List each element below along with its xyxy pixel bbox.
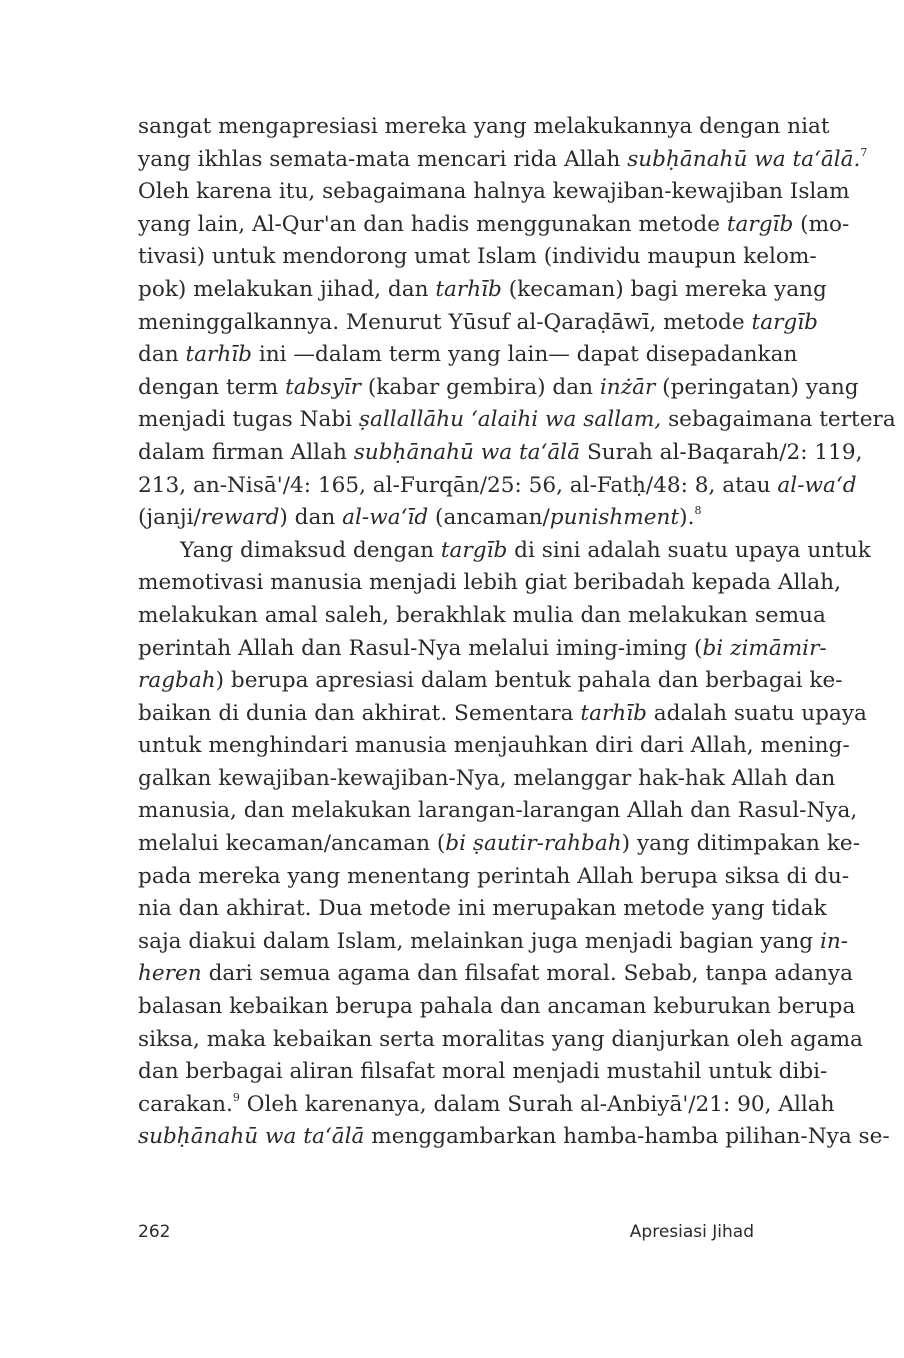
text-run: melalui kecaman/ancaman ( <box>138 831 446 857</box>
footnote-marker: 7 <box>860 145 868 159</box>
text-line <box>138 1089 835 1122</box>
italic-term: subḥānahū wa ta‘ālā <box>138 1124 365 1150</box>
text-line <box>138 1121 890 1154</box>
italic-term: ṣallallāhu ‘alaihi wa sallam, <box>358 407 662 433</box>
text-line <box>138 404 896 437</box>
paragraph <box>138 535 890 1154</box>
text-line <box>138 144 868 177</box>
body-text <box>138 111 896 1154</box>
text-run: dan berbagai aliran filsafat moral menjadi mustahil untuk dibi- <box>138 1059 828 1085</box>
text-run: ) yang ditimpakan ke- <box>621 831 860 857</box>
text-line <box>138 1056 828 1089</box>
text-run: nia dan akhirat. Dua metode ini merupakan metode yang tidak <box>138 896 827 922</box>
text-line <box>138 991 856 1024</box>
text-run: dari semua agama dan filsafat moral. Sebab, tanpa adanya <box>201 961 853 987</box>
text-run: Oleh karena itu, sebagaimana halnya kewajiban-kewajiban Islam <box>138 179 850 205</box>
text-run: ). <box>679 505 695 531</box>
italic-term: heren <box>138 961 202 987</box>
text-run: pada mereka yang menentang perintah Allah berupa siksa di du- <box>138 863 850 889</box>
text-line <box>138 339 798 372</box>
text-line <box>138 209 850 242</box>
italic-term: ragbah <box>138 668 216 694</box>
text-run: tivasi) untuk mendorong umat Islam (individu maupun kelom- <box>138 244 817 270</box>
text-run: meninggalkannya. Menurut Yūsuf al-Qaraḍāwī, metode <box>138 309 752 335</box>
text-run: menggambarkan hamba-hamba pilihan-Nya se- <box>364 1124 890 1150</box>
text-run: yang ikhlas semata-mata mencari rida Allah <box>138 146 628 172</box>
text-run: dan <box>138 342 186 368</box>
text-run: yang lain, Al-Qur'an dan hadis menggunakan metode <box>138 211 727 237</box>
text-run: (ancaman/ <box>428 505 550 531</box>
italic-term: tarhīb <box>185 342 252 368</box>
text-line <box>138 535 871 568</box>
italic-term: targīb <box>751 309 818 335</box>
text-line <box>138 437 863 470</box>
text-run: pok) melakukan jihad, dan <box>138 276 436 302</box>
text-run: Oleh karenanya, dalam Surah al-Anbiyā'/21: 90, Allah <box>239 1091 835 1117</box>
italic-term: in- <box>819 928 849 954</box>
footnote-marker: 8 <box>694 504 702 518</box>
text-run: melakukan amal saleh, berakhlak mulia dan melakukan semua <box>138 602 826 628</box>
footnote-marker: 9 <box>232 1090 240 1104</box>
text-line <box>138 828 860 861</box>
text-run: (kabar gembira) dan <box>361 374 600 400</box>
text-run: balasan kebaikan berupa pahala dan ancaman keburukan berupa <box>138 994 856 1020</box>
text-line <box>138 600 826 633</box>
running-title: Apresiasi Jihad <box>629 1222 754 1242</box>
text-run: baikan di dunia dan akhirat. Sementara <box>138 700 581 726</box>
italic-term: targīb <box>726 211 794 237</box>
text-line <box>138 958 853 991</box>
text-run: (janji/ <box>138 505 201 531</box>
text-line <box>138 698 867 731</box>
text-line <box>138 730 850 763</box>
italic-term: tarhīb <box>580 700 647 726</box>
italic-term: tabsyīr <box>285 374 361 400</box>
text-line <box>138 795 858 828</box>
text-run: di sini adalah suatu upaya untuk <box>507 537 871 563</box>
text-run: manusia, dan melakukan larangan-larangan Allah dan Rasul-Nya, <box>138 798 858 824</box>
text-line <box>138 372 859 405</box>
text-line <box>138 502 754 535</box>
paragraph <box>138 111 896 535</box>
text-run: perintah Allah dan Rasul-Nya melalui iming-iming ( <box>138 635 703 661</box>
text-run: sebagaimana tertera <box>661 407 896 433</box>
italic-term: bi zimāmir- <box>702 635 827 661</box>
text-run: (peringatan) yang <box>655 374 859 400</box>
text-run: siksa, maka kebaikan serta moralitas yang dianjurkan oleh agama <box>138 1026 863 1052</box>
text-run: memotivasi manusia menjadi lebih giat beribadah kepada Allah, <box>138 570 841 596</box>
italic-term: inżār <box>599 374 656 400</box>
italic-term: tarhīb <box>435 276 502 302</box>
italic-term: subḥānahū wa ta‘ālā <box>353 439 581 465</box>
text-line <box>138 307 818 340</box>
text-line <box>138 861 850 894</box>
text-run: Surah al-Baqarah/2: 119, <box>580 439 863 465</box>
text-run: (mo- <box>793 211 850 237</box>
text-run: galkan kewajiban-kewajiban-Nya, melanggar hak-hak Allah dan <box>138 765 836 791</box>
text-run: carakan. <box>138 1091 233 1117</box>
text-line <box>138 241 817 274</box>
text-line <box>138 893 827 926</box>
page-number: 262 <box>138 1222 171 1242</box>
text-run: menjadi tugas Nabi <box>138 407 359 433</box>
text-run: 213, an-Nisā'/4: 165, al-Furqān/25: 56, al-Fatḥ/48: 8, atau <box>138 472 778 498</box>
text-run: Yang dimaksud dengan <box>180 537 441 563</box>
text-line <box>138 633 827 666</box>
italic-term: targīb <box>440 537 508 563</box>
text-line <box>138 470 857 503</box>
text-line <box>138 176 850 209</box>
text-line <box>138 926 849 959</box>
text-run: (kecaman) bagi mereka yang <box>501 276 827 302</box>
italic-term: reward <box>200 505 280 531</box>
italic-term: punishment <box>549 505 680 531</box>
italic-term: subḥānahū wa ta‘ālā. <box>627 146 861 172</box>
text-run: dengan term <box>138 374 286 400</box>
text-line <box>138 111 830 144</box>
italic-term: al-wa‘d <box>777 472 857 498</box>
text-line <box>138 567 841 600</box>
text-run: ) berupa apresiasi dalam bentuk pahala dan berbagai ke- <box>215 668 843 694</box>
italic-term: al-wa‘īd <box>342 505 429 531</box>
text-line <box>138 665 843 698</box>
italic-term: bi ṣautir-rahbah <box>445 831 622 857</box>
text-run: sangat mengapresiasi mereka yang melakukannya dengan niat <box>138 114 830 139</box>
text-line <box>138 1024 863 1057</box>
text-line <box>138 274 827 307</box>
text-run: saja diakui dalam Islam, melainkan juga menjadi bagian yang <box>138 928 820 954</box>
text-run: dalam firman Allah <box>138 439 354 465</box>
text-line <box>138 763 836 796</box>
text-run: ) dan <box>279 505 343 531</box>
text-run: adalah suatu upaya <box>646 700 867 726</box>
text-run: untuk menghindari manusia menjauhkan diri dari Allah, mening- <box>138 733 850 759</box>
text-run: ini —dalam term yang lain— dapat disepadankan <box>251 342 798 368</box>
